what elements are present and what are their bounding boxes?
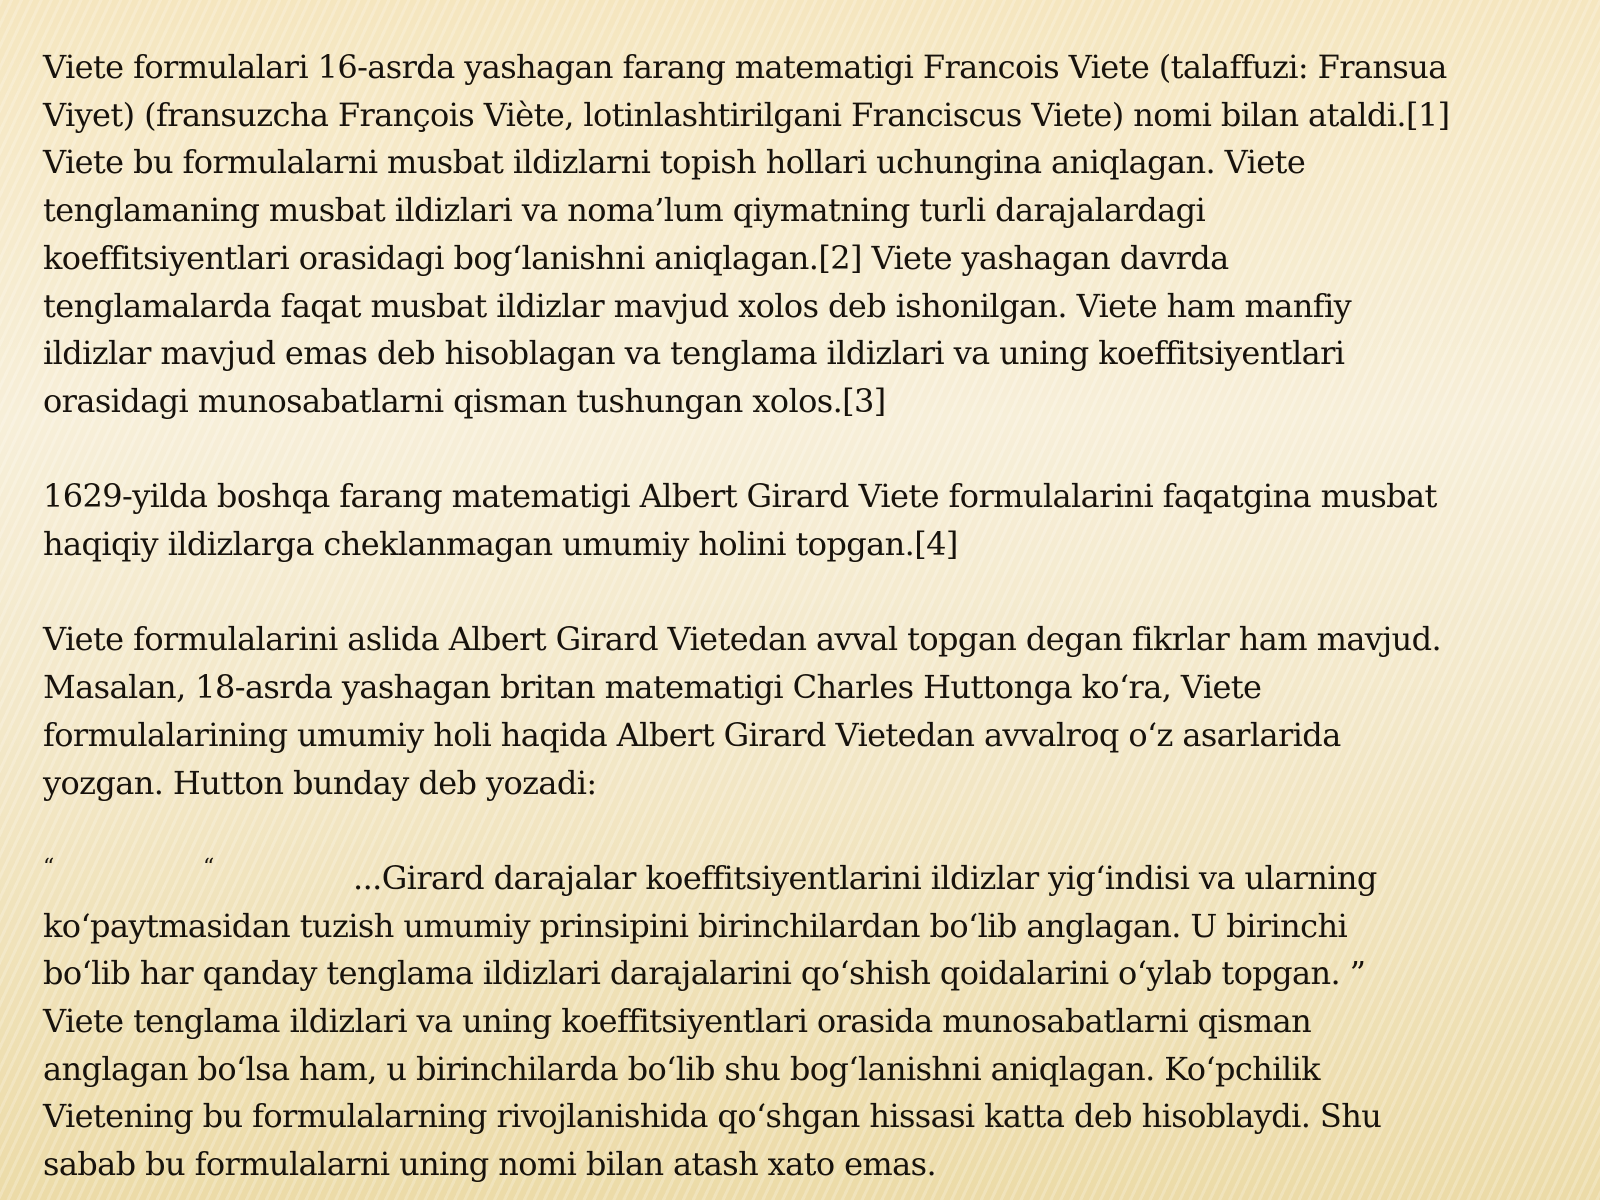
open-quote-mark: “	[43, 854, 54, 880]
paragraph-closing	[43, 998, 1573, 1189]
paragraph-gap	[43, 569, 1573, 617]
text-line: orasidagi munosabatlarni qisman tushungan xolos.[3]	[43, 381, 886, 420]
quote-first-line	[43, 855, 1573, 903]
quote-text: ...Girard darajalar koeffitsiyentlarini ildizlar yigʻindisi va ularning	[353, 858, 1377, 897]
text-line: tenglamaning musbat ildizlari va noma’lum qiymatning turli darajalardagi	[43, 191, 1206, 230]
open-quote-mark: “	[203, 854, 214, 880]
text-line: Viete formulalarini aslida Albert Girard Vietedan avval topgan degan fikrlar ham mavjud.	[43, 620, 1442, 659]
text-line: Masalan, 18-asrda yashagan britan matematigi Charles Huttonga koʻra, Viete	[43, 668, 1262, 707]
text-line: anglagan boʻlsa ham, u birinchilarda boʻlib shu bogʻlanishni aniqlagan. Koʻpchilik	[43, 1049, 1320, 1088]
text-line: haqiqiy ildizlarga cheklanmagan umumiy holini topgan.[4]	[43, 525, 958, 564]
text-line: Viete bu formulalarni musbat ildizlarni topish hollari uchungina aniqlagan. Viete	[43, 143, 1306, 182]
paragraph-gap	[43, 426, 1573, 474]
text-line: sabab bu formulalarni uning nomi bilan atash xato emas.	[43, 1145, 937, 1184]
paragraph-girard	[43, 473, 1573, 568]
text-line: yozgan. Hutton bunday deb yozadi:	[43, 763, 597, 802]
text-line: tenglamalarda faqat musbat ildizlar mavjud xolos deb ishonilgan. Viete ham manfiy	[43, 286, 1352, 325]
text-line: koeffitsiyentlari orasidagi bogʻlanishni aniqlagan.[2] Viete yashagan davrda	[43, 238, 1229, 277]
slide-text-body	[43, 44, 1573, 1189]
text-line: Vietening bu formulalarning rivojlanishida qoʻshgan hissasi katta deb hisoblaydi. Shu	[43, 1097, 1382, 1136]
text-line: formulalarining umumiy holi haqida Albert Girard Vietedan avvalroq oʻz asarlarida	[43, 715, 1341, 754]
text-line: ildizlar mavjud emas deb hisoblagan va tenglama ildizlari va uning koeffitsiyentlari	[43, 334, 1345, 373]
paragraph-hutton	[43, 616, 1573, 807]
text-line: Viete formulalari 16-asrda yashagan farang matematigi Francois Viete (talaffuzi: Fransua	[43, 48, 1447, 86]
quote-line: koʻpaytmasidan tuzish umumiy prinsipini birinchilardan boʻlib anglagan. U birinchi	[43, 906, 1348, 945]
quote-line: boʻlib har qanday tenglama ildizlari darajalarini qoʻshish qoidalarini oʻylab topgan. ”	[43, 954, 1366, 993]
paragraph-gap	[43, 807, 1573, 855]
blockquote-hutton	[43, 855, 1573, 998]
text-line: Viyet) (fransuzcha François Viète, lotinlashtirilgani Franciscus Viete) nomi bilan ataldi.[1]	[43, 95, 1450, 134]
text-line: 1629-yilda boshqa farang matematigi Albert Girard Viete formulalarini faqatgina musbat	[43, 477, 1437, 516]
text-line: Viete tenglama ildizlari va uning koeffitsiyentlari orasida munosabatlarni qisman	[43, 1002, 1312, 1041]
paragraph-viete-origin	[43, 44, 1573, 426]
